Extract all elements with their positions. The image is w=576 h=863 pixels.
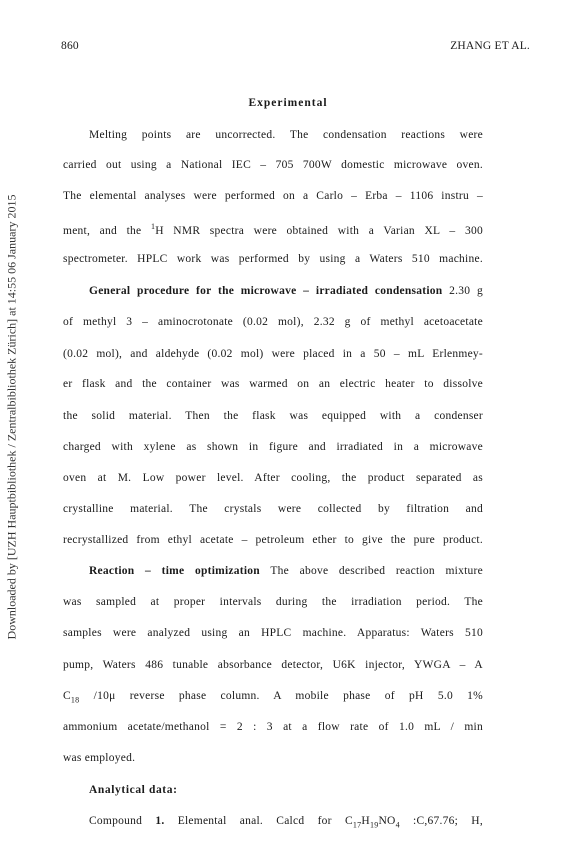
para2-line-9: recrystallized from ethyl acetate – petroleum ether to give the pure product. bbox=[63, 534, 483, 546]
para3-line-2: was sampled at proper intervals during the irradiation period. The bbox=[63, 596, 483, 608]
compound-1-line: Compound 1. Elemental anal. Calcd for $C_{17}H_{19}NO_4$ :C,67.76; H, bbox=[89, 815, 483, 830]
para3-line-5: $C_{18}$ /10μ reverse phase column. A mobile phase of pH 5.0 1% bbox=[63, 690, 483, 705]
para3-line-4: pump, Waters 486 tunable absorbance detector, U6K injector, YWGA – A bbox=[63, 659, 483, 671]
para3-line-6: ammonium acetate/methanol = 2 : 3 at a flow rate of 1.0 mL / min bbox=[63, 721, 483, 733]
download-sidebar bbox=[0, 0, 24, 863]
para3-heading: Reaction – time optimization bbox=[89, 565, 260, 577]
para2-line-2: of methyl 3 – aminocrotonate (0.02 mol), 2.32 g of methyl acetoacetate bbox=[63, 316, 483, 328]
para1-line-4: ment, and the $^1$H NMR spectra were obtained with a Varian XL – 300 bbox=[63, 222, 483, 237]
section-title: Experimental bbox=[248, 97, 328, 109]
para3-line-3: samples were analyzed using an HPLC machine. Apparatus: Waters 510 bbox=[63, 627, 483, 639]
para2-line-5: the solid material. Then the flask was equipped with a condenser bbox=[63, 410, 483, 422]
download-note: Downloaded by [UZH Hauptbibliothek / Zentralbibliothek Zürich] at 14:55 06 January 2015 bbox=[4, 194, 19, 640]
para2-line-8: crystalline material. The crystals were collected by filtration and bbox=[63, 503, 483, 515]
para1-line-2: carried out using a National IEC – 705 700W domestic microwave oven. bbox=[63, 159, 483, 171]
page-number: 860 bbox=[61, 40, 79, 52]
para2-heading: General procedure for the microwave – irradiated condensation bbox=[89, 285, 443, 297]
para1-line-3: The elemental analyses were performed on a Carlo – Erba – 1106 instru – bbox=[63, 190, 483, 202]
analytical-heading: Analytical data: bbox=[89, 784, 178, 796]
para1-line-5: spectrometer. HPLC work was performed by using a Waters 510 machine. bbox=[63, 253, 483, 265]
para1-line-1: Melting points are uncorrected. The condensation reactions were bbox=[89, 129, 483, 141]
para3-line-1: Reaction – time optimization The above described reaction mixture bbox=[89, 565, 483, 577]
para2-line-4: er flask and the container was warmed on an electric heater to dissolve bbox=[63, 378, 483, 390]
para2-line-6: charged with xylene as shown in figure and irradiated in a microwave bbox=[63, 441, 483, 453]
para2-line-7: oven at M. Low power level. After cooling, the product separated as bbox=[63, 472, 483, 484]
running-head: ZHANG ET AL. bbox=[450, 40, 530, 52]
para2-line-3: (0.02 mol), and aldehyde (0.02 mol) were placed in a 50 – mL Erlenmey- bbox=[63, 348, 483, 360]
para3-line-7: was employed. bbox=[63, 752, 136, 764]
para2-line-1: General procedure for the microwave – irradiated condensation 2.30 g bbox=[89, 285, 484, 297]
